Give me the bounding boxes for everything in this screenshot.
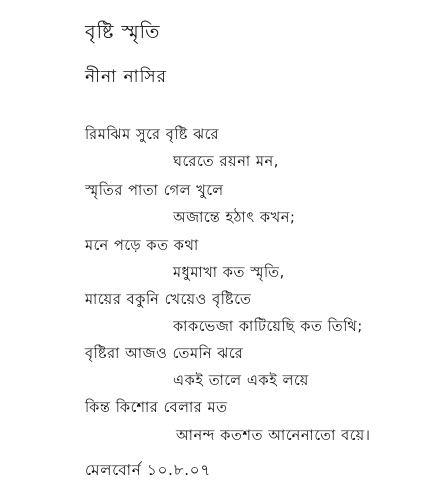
poem-line: অজান্তে হঠাৎ কখন; (173, 210, 296, 226)
poem-line: ঘরেতে রয়না মন, (173, 154, 279, 170)
poem-line: আনন্দ কতশত আনেনাতো বয়ে। (176, 428, 371, 444)
poem-line: রিমঝিম সুরে বৃষ্টি ঝরে (85, 127, 220, 143)
poem-line: মায়ের বকুনি খেয়েও বৃষ্টিতে (85, 292, 252, 308)
poem-line: একই তালে একই লয়ে (173, 373, 309, 389)
poem-author: নীনা নাসির (85, 67, 168, 87)
poem-line: মনে পড়ে কত কথা (85, 238, 199, 254)
poem-line: মধুমাখা কত স্মৃতি, (173, 265, 285, 281)
poem-line: কিন্ত কিশোর বেলার মত (85, 400, 228, 416)
poem-line: বৃষ্টিরা আজও তেমনি ঝরে (85, 346, 244, 362)
poem-line: কাকভেজা কাটিয়েছি কত তিথি; (173, 319, 363, 335)
poem-title: বৃষ্টি স্মৃতি (85, 21, 161, 43)
place-date: মেলবোর্ন ১০.৮.০৭ (85, 461, 211, 479)
poem-line: স্মৃতির পাতা গেল খুলে (85, 183, 224, 199)
